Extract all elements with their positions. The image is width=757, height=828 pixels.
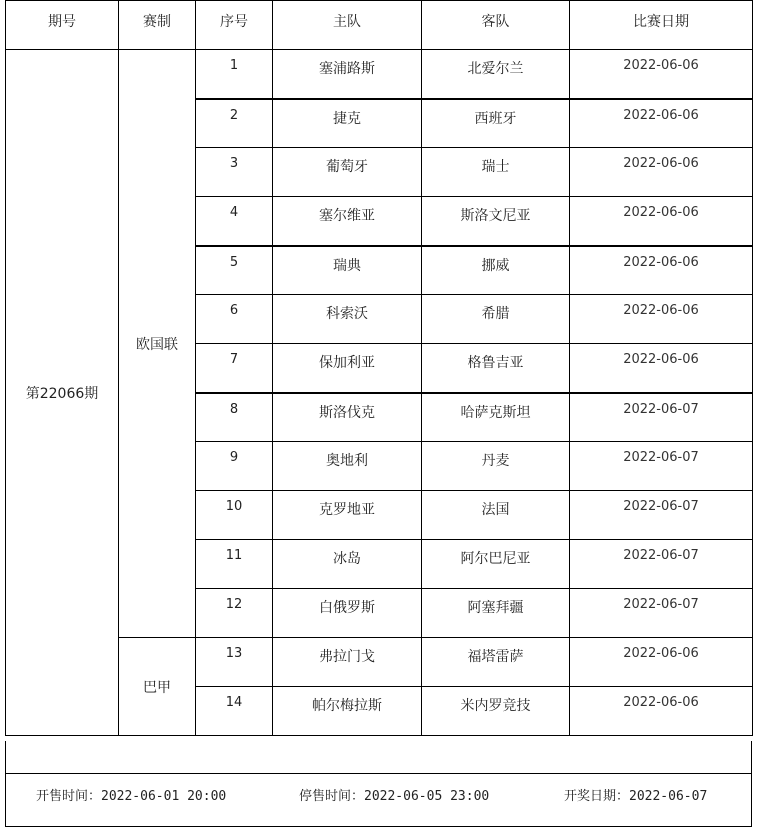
group-cell-brazil-serie-a: 巴甲 [119,638,196,736]
match-date: 2022-06-06 [570,687,753,736]
away-team: 格鲁吉亚 [422,344,570,393]
away-team: 希腊 [422,295,570,344]
header-away-team: 客队 [422,1,570,50]
match-date: 2022-06-06 [570,295,753,344]
match-date: 2022-06-07 [570,491,753,540]
match-number: 9 [196,442,273,491]
away-team: 哈萨克斯坦 [422,393,570,442]
match-number: 12 [196,589,273,638]
sale-stop-time: 停售时间：2022-06-05 23:00 [299,789,490,804]
home-team: 捷克 [273,99,422,148]
away-team: 福塔雷萨 [422,638,570,687]
match-row [6,50,753,99]
match-schedule-table [5,0,753,736]
home-team: 保加利亚 [273,344,422,393]
home-team: 瑞典 [273,246,422,295]
away-team: 米内罗竞技 [422,687,570,736]
away-team: 法国 [422,491,570,540]
sale-info-footer [5,773,752,827]
period-cell: 第22066期 [6,50,119,736]
match-number: 2 [196,99,273,148]
match-number: 8 [196,393,273,442]
match-date: 2022-06-07 [570,393,753,442]
away-team: 阿塞拜疆 [422,589,570,638]
away-team: 丹麦 [422,442,570,491]
match-number: 5 [196,246,273,295]
home-team: 塞尔维亚 [273,197,422,246]
home-team: 弗拉门戈 [273,638,422,687]
away-team: 北爱尔兰 [422,50,570,99]
away-team: 挪威 [422,246,570,295]
match-date: 2022-06-07 [570,540,753,589]
home-team: 葡萄牙 [273,148,422,197]
match-number: 3 [196,148,273,197]
match-date: 2022-06-06 [570,99,753,148]
match-date: 2022-06-06 [570,148,753,197]
home-team: 奥地利 [273,442,422,491]
header-home-team: 主队 [273,1,422,50]
match-date: 2022-06-07 [570,589,753,638]
home-team: 克罗地亚 [273,491,422,540]
group-cell-nations-league: 欧国联 [119,50,196,638]
match-number: 11 [196,540,273,589]
match-date: 2022-06-06 [570,638,753,687]
match-date: 2022-06-06 [570,344,753,393]
match-number: 10 [196,491,273,540]
home-team: 科索沃 [273,295,422,344]
match-date: 2022-06-06 [570,197,753,246]
match-number: 14 [196,687,273,736]
match-number: 4 [196,197,273,246]
header-match-date: 比赛日期 [570,1,753,50]
draw-date: 开奖日期：2022-06-07 [564,789,708,804]
match-row [6,638,753,687]
away-team: 斯洛文尼亚 [422,197,570,246]
home-team: 帕尔梅拉斯 [273,687,422,736]
away-team: 瑞士 [422,148,570,197]
away-team: 阿尔巴尼亚 [422,540,570,589]
match-number: 1 [196,50,273,99]
match-number: 7 [196,344,273,393]
header-period: 期号 [6,1,119,50]
match-date: 2022-06-06 [570,246,753,295]
match-date: 2022-06-06 [570,50,753,99]
home-team: 斯洛伐克 [273,393,422,442]
blank-row [5,741,752,774]
header-format: 赛制 [119,1,196,50]
match-number: 13 [196,638,273,687]
home-team: 冰岛 [273,540,422,589]
header-number: 序号 [196,1,273,50]
home-team: 白俄罗斯 [273,589,422,638]
match-date: 2022-06-07 [570,442,753,491]
away-team: 西班牙 [422,99,570,148]
home-team: 塞浦路斯 [273,50,422,99]
header-row [6,1,753,50]
match-number: 6 [196,295,273,344]
sale-start-time: 开售时间：2022-06-01 20:00 [36,789,227,804]
